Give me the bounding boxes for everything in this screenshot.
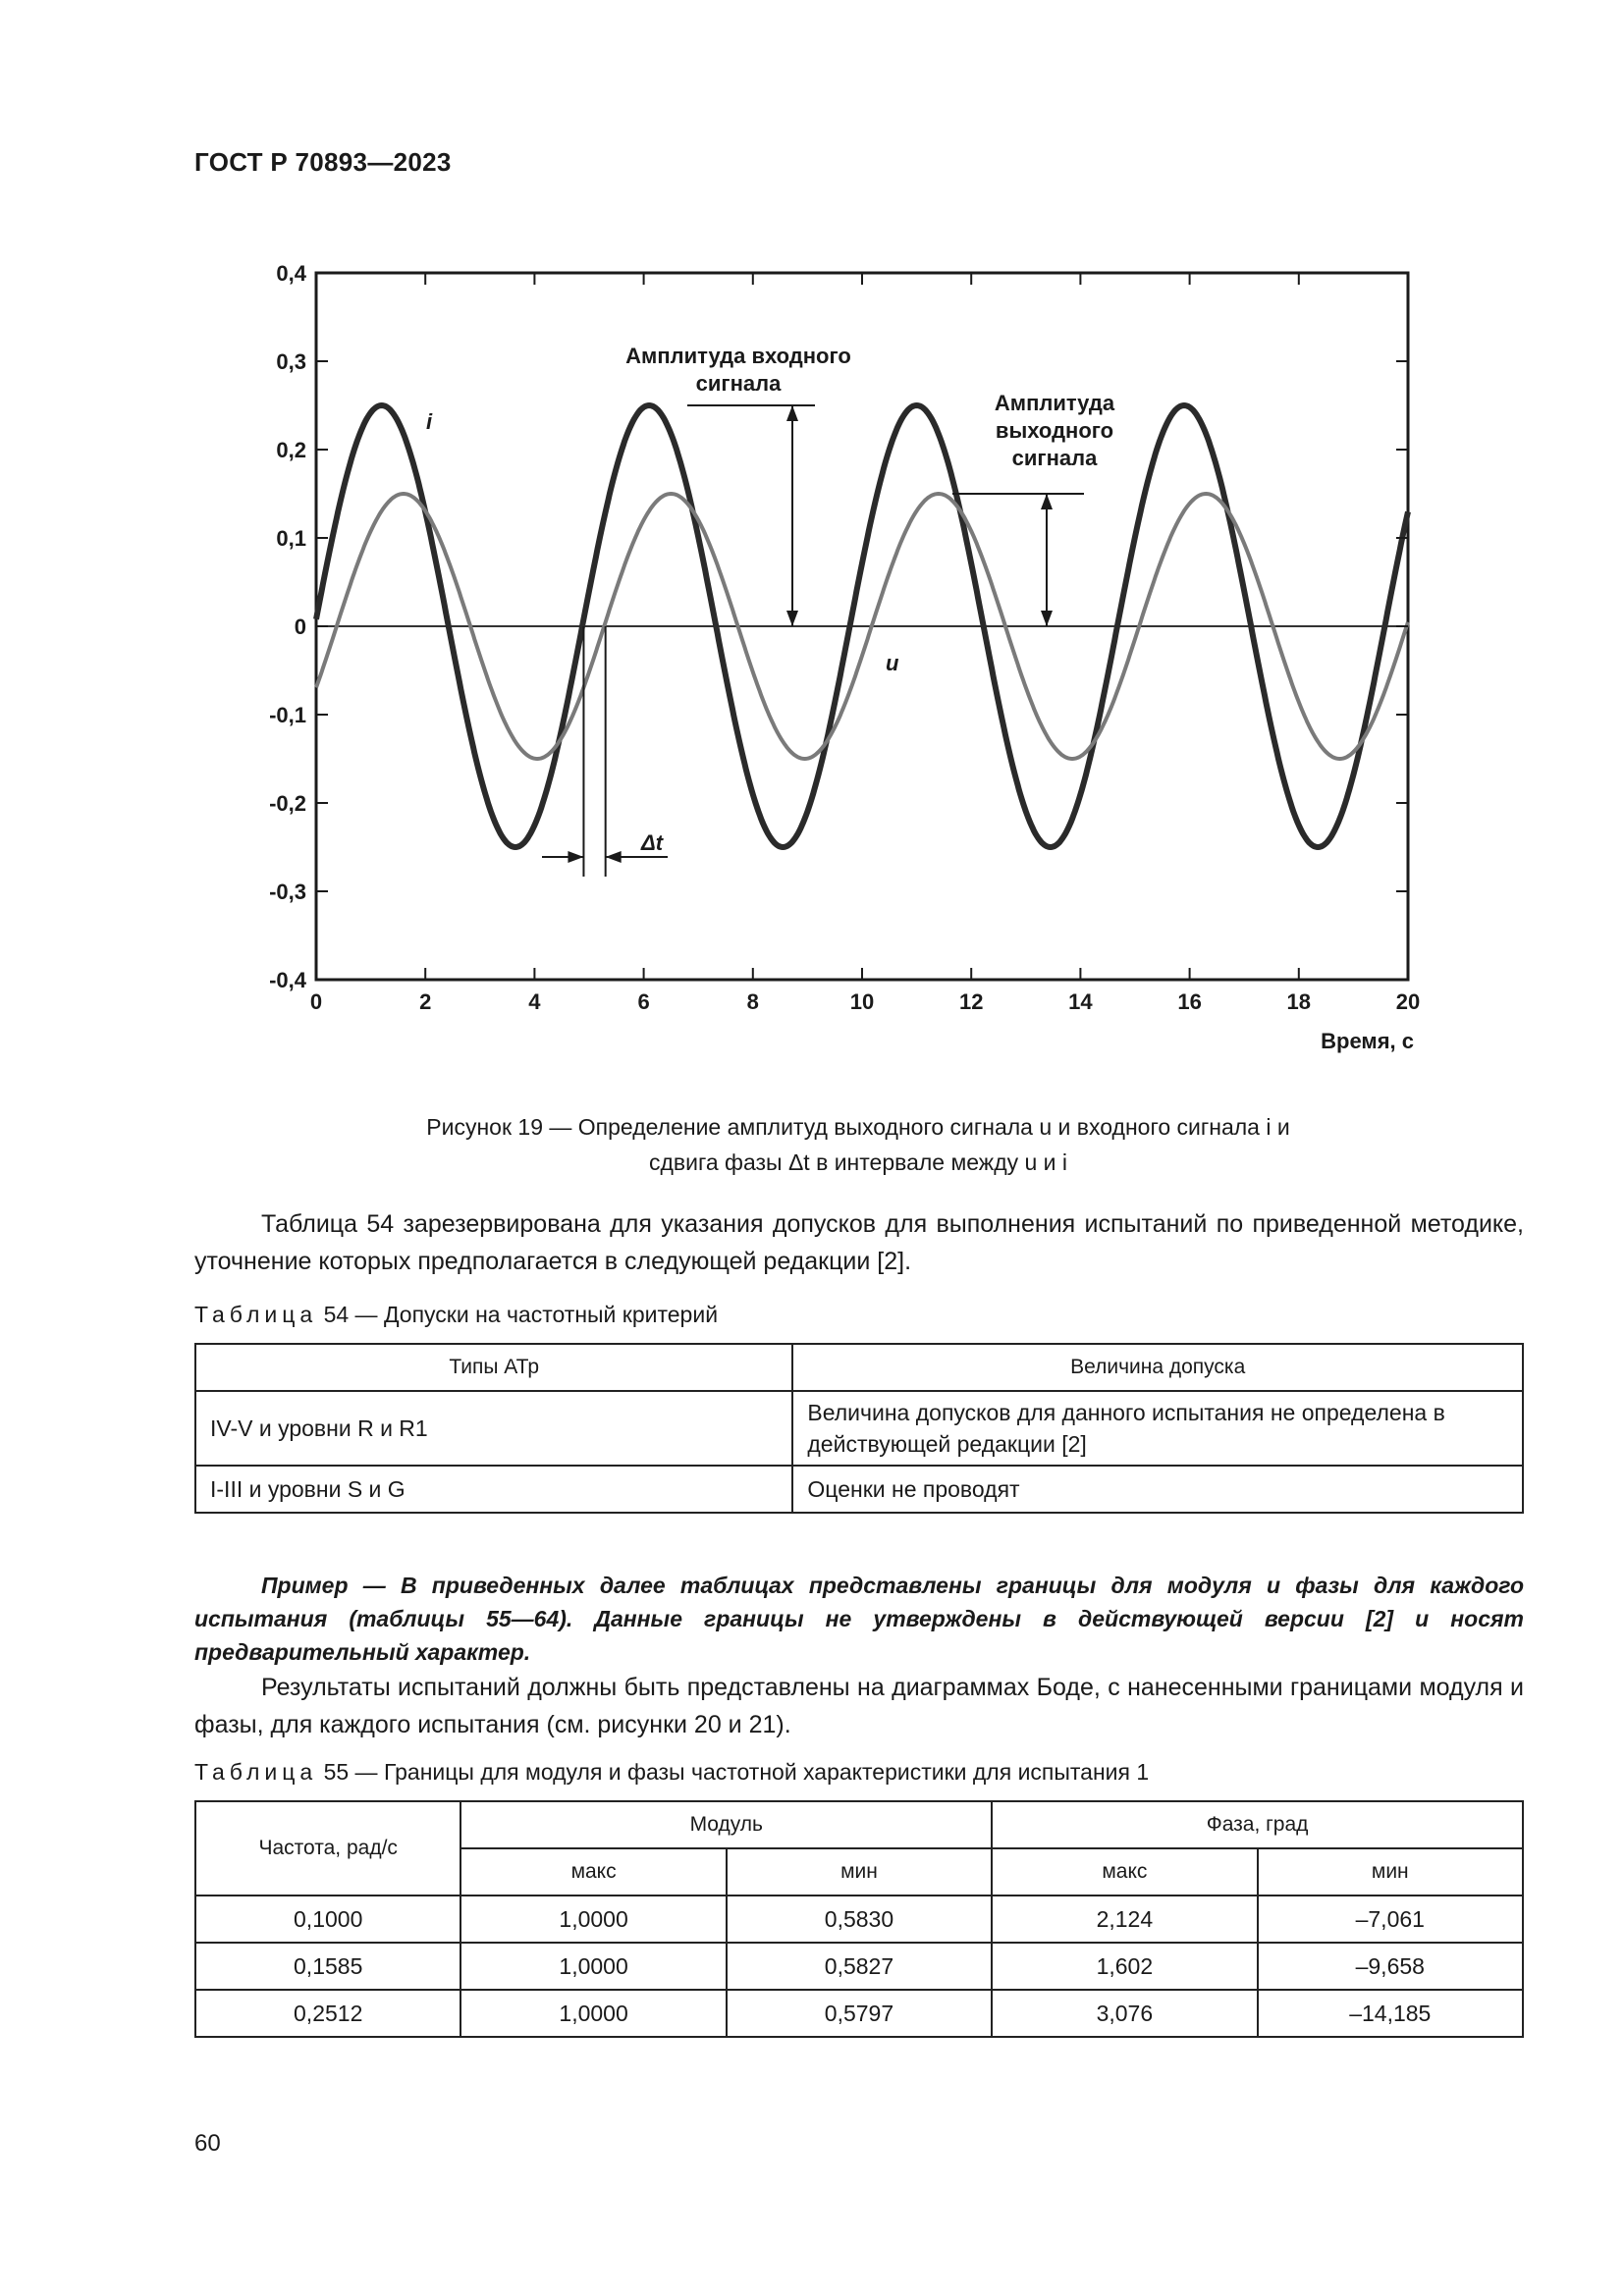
table55-cell: 0,5797 (727, 1990, 992, 2037)
table55-cell: 3,076 (992, 1990, 1257, 2037)
y-tick-label: 0,1 (276, 526, 306, 551)
table54-cell: I-III и уровни S и G (195, 1466, 792, 1513)
table55-sub-module-min: мин (727, 1848, 992, 1896)
table55-caption-text: 55 — Границы для модуля и фазы частотной характеристики для испытания 1 (323, 1759, 1150, 1785)
figure-caption-line2: сдвига фазы Δt в интервале между u и i (648, 1149, 1068, 1175)
y-tick-label: -0,4 (269, 968, 306, 992)
arrow-up-icon (1041, 494, 1053, 509)
table55-header-module: Модуль (460, 1801, 992, 1848)
table55-cell: –14,185 (1258, 1990, 1523, 2037)
table-row (195, 1466, 1523, 1513)
table-row (195, 1896, 1523, 1943)
series-label-i: i (426, 409, 433, 434)
table55-cell: –7,061 (1258, 1896, 1523, 1943)
y-tick-label: -0,1 (269, 703, 306, 727)
table55-header-frequency: Частота, рад/с (195, 1801, 460, 1896)
x-tick-label: 12 (958, 989, 984, 1014)
figure-caption-line1: Рисунок 19 — Определение амплитуд выходного сигнала u и входного сигнала i и (426, 1114, 1290, 1140)
x-tick-label: 18 (1286, 989, 1312, 1014)
x-tick-label: 10 (849, 989, 875, 1014)
chart-ticks-group (269, 261, 1420, 1014)
x-axis-label: Время, с (1321, 1029, 1414, 1053)
output-amp-text: Амплитуда (994, 391, 1115, 415)
table55-caption (194, 1759, 1149, 1786)
y-tick-label: 0,2 (276, 438, 306, 462)
table55-cell: 0,1585 (195, 1943, 460, 1990)
series-label-u: u (886, 651, 899, 675)
x-tick-label: 6 (637, 989, 650, 1014)
x-tick-label: 0 (309, 989, 323, 1014)
input-amp-text: сигнала (695, 371, 782, 396)
paragraph-results: Результаты испытаний должны быть представлены на диаграммах Боде, с нанесенными границами модуля и фазы, для каждого испытания (см. рисунки 20 и 21). (194, 1674, 1524, 1738)
signal-chart (0, 0, 1624, 1099)
arrow-up-icon (786, 405, 798, 421)
document-header: ГОСТ Р 70893—2023 (194, 147, 452, 177)
table55-caption-prefix: Таблица (194, 1759, 318, 1785)
arrow-down-icon (786, 611, 798, 626)
x-tick-label: 8 (746, 989, 759, 1014)
table-row (195, 1990, 1523, 2037)
table55-cell: 1,602 (992, 1943, 1257, 1990)
table54-cell: Величина допусков для данного испытания не определена в действующей редакции [2] (792, 1391, 1523, 1466)
output-amp-text: выходного (995, 418, 1114, 443)
page-number: 60 (194, 2130, 221, 2157)
table54-header-types: Типы АТр (195, 1344, 792, 1391)
table-55 (194, 1800, 1524, 2038)
table55-sub-phase-max: макс (992, 1848, 1257, 1896)
table55-cell: 0,5830 (727, 1896, 992, 1943)
table-row (195, 1391, 1523, 1466)
table54-cell: Оценки не проводят (792, 1466, 1523, 1513)
table55-cell: 2,124 (992, 1896, 1257, 1943)
arrow-right-icon (568, 851, 583, 863)
table55-cell: 0,1000 (195, 1896, 460, 1943)
table55-header-phase: Фаза, град (992, 1801, 1523, 1848)
table55-cell: 0,5827 (727, 1943, 992, 1990)
arrow-down-icon (1041, 611, 1053, 626)
table55-sub-phase-min: мин (1258, 1848, 1523, 1896)
table-54 (194, 1343, 1524, 1514)
table55-cell: 1,0000 (460, 1896, 726, 1943)
table-row (195, 1943, 1523, 1990)
input-amp-text: Амплитуда входного (625, 344, 851, 368)
table54-caption-prefix: Таблица (194, 1302, 318, 1327)
table55-sub-module-max: макс (460, 1848, 726, 1896)
figure-caption (194, 1109, 1522, 1180)
arrow-left-icon (606, 851, 622, 863)
y-tick-label: -0,3 (269, 880, 306, 904)
table55-cell: 0,2512 (195, 1990, 460, 2037)
table54-caption (194, 1302, 718, 1328)
y-tick-label: 0 (294, 614, 306, 639)
table55-cell: 1,0000 (460, 1990, 726, 2037)
y-tick-label: -0,2 (269, 791, 306, 816)
dt-label: Δt (640, 830, 664, 855)
x-tick-label: 2 (419, 989, 432, 1014)
y-tick-label: 0,4 (276, 261, 306, 286)
table54-cell: IV-V и уровни R и R1 (195, 1391, 792, 1466)
paragraph-reserved: Таблица 54 зарезервирована для указания допусков для выполнения испытаний по приведенной методике, уточнение которых предполагается в следующей редакции [2]. (194, 1210, 1524, 1275)
table55-cell: –9,658 (1258, 1943, 1523, 1990)
x-tick-label: 4 (528, 989, 541, 1014)
y-tick-label: 0,3 (276, 349, 306, 374)
table54-caption-text: 54 — Допуски на частотный критерий (323, 1302, 719, 1327)
chart-frame (316, 273, 1408, 980)
table55-cell: 1,0000 (460, 1943, 726, 1990)
chart-annotations (426, 344, 1115, 877)
table54-header-tolerance: Величина допуска (792, 1344, 1523, 1391)
x-tick-label: 16 (1177, 989, 1202, 1014)
example-note: Пример — В приведенных далее таблицах представлены границы для модуля и фазы для каждого испытания (таблицы 55—64). Данные границы не утверждены в действующей версии [2] и носят предварительный характер. (194, 1573, 1524, 1665)
output-amp-text: сигнала (1011, 446, 1098, 470)
x-tick-label: 14 (1068, 989, 1093, 1014)
x-tick-label: 20 (1395, 989, 1421, 1014)
